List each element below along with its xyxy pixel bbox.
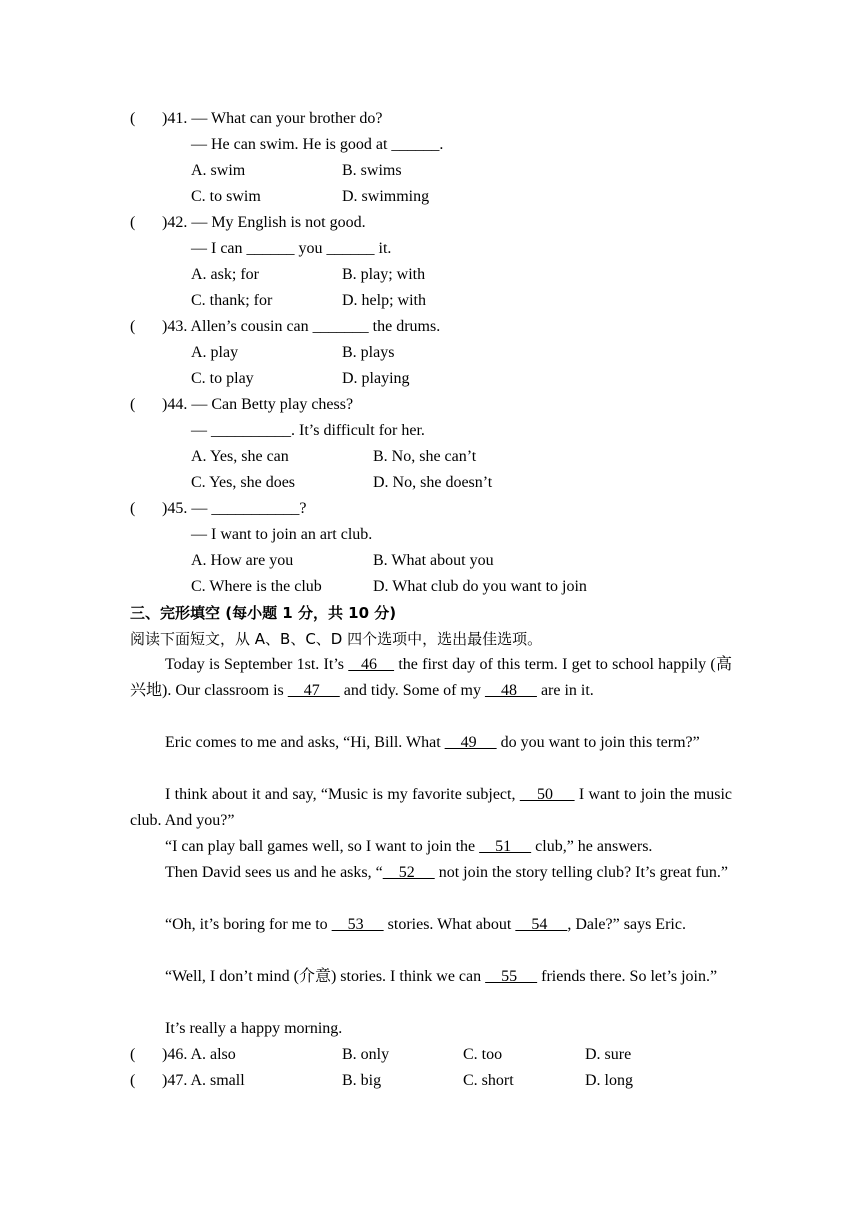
blank-54: 54 [515, 916, 568, 933]
passage-text: not join the story telling club? It’s great fun.” [434, 864, 728, 881]
question-stem: )43. Allen’s cousin can _______ the drums. [162, 318, 441, 335]
question-45-line2: — I want to join an art club. [191, 526, 373, 543]
option-c: C. too [463, 1046, 503, 1063]
blank-48: 48 [484, 682, 537, 699]
option-b: B. only [342, 1046, 390, 1063]
passage-text: Then David sees us and he asks, “ [165, 864, 383, 881]
options-row [191, 470, 793, 496]
question-45 [130, 496, 732, 522]
option-c: C. thank; for [191, 292, 273, 309]
section-heading: 三、完形填空 (每小题 1 分，共 10 分) [130, 604, 397, 622]
options-row [191, 340, 793, 366]
question-43 [130, 314, 732, 340]
passage-text: Today is September 1st. It’s [165, 656, 349, 673]
passage-text: I want to join the music club. And you?” [130, 786, 732, 829]
question-42 [130, 210, 732, 236]
passage-paragraph-5 [130, 860, 732, 886]
option-a: A. swim [191, 162, 246, 179]
option-b: B. plays [342, 344, 395, 361]
option-b: B. No, she can’t [373, 448, 477, 465]
option-b: B. swims [342, 162, 402, 179]
passage-text: “Well, I don’t mind (介意) stories. I think we can [165, 968, 486, 985]
option-b: B. play; with [342, 266, 426, 283]
option-b: B. big [342, 1072, 382, 1089]
passage-paragraph-1 [130, 652, 732, 704]
blank-46: 46 [348, 656, 395, 673]
cloze-question-46 [130, 1042, 732, 1068]
option-d: D. playing [342, 370, 410, 387]
option-c: C. to swim [191, 188, 261, 205]
blank-55: 55 [485, 968, 538, 985]
option-d: D. What club do you want to join [373, 578, 587, 595]
option-c: C. to play [191, 370, 254, 387]
option-a: A. play [191, 344, 239, 361]
passage-text: Eric comes to me and asks, “Hi, Bill. What [165, 734, 445, 751]
option-c: C. Where is the club [191, 578, 322, 595]
option-c: C. Yes, she does [191, 474, 296, 491]
passage-text: stories. What about [383, 916, 516, 933]
blank-53: 53 [331, 916, 384, 933]
option-d: D. long [585, 1072, 633, 1089]
passage-paragraph-6 [130, 912, 732, 938]
options-row [191, 184, 793, 210]
passage-text: I think about it and say, “Music is my favorite subject, [165, 786, 520, 803]
question-41-line2: — He can swim. He is good at ______. [191, 136, 444, 153]
passage-text: the first day of this term. I get to school happily (高兴地). Our classroom is [130, 656, 733, 699]
question-42-line2: — I can ______ you ______ it. [191, 240, 392, 257]
options-row [191, 444, 793, 470]
option-a: A. ask; for [191, 266, 259, 283]
answer-paren: ( [130, 1072, 136, 1089]
passage-paragraph-8: It’s really a happy morning. [165, 1020, 343, 1037]
passage-text: “Oh, it’s boring for me to [165, 916, 332, 933]
options-row [191, 366, 793, 392]
option-a: )47. A. small [162, 1072, 245, 1089]
cloze-question-47 [130, 1068, 732, 1094]
answer-paren: ( [130, 110, 136, 127]
answer-paren: ( [130, 396, 136, 413]
blank-52: 52 [382, 864, 435, 881]
question-41 [130, 106, 732, 132]
blank-47: 47 [287, 682, 340, 699]
option-b: B. What about you [373, 552, 494, 569]
option-d: D. sure [585, 1046, 632, 1063]
answer-paren: ( [130, 318, 136, 335]
answer-paren: ( [130, 1046, 136, 1063]
passage-text: do you want to join this term?” [496, 734, 700, 751]
answer-paren: ( [130, 214, 136, 231]
passage-text: and tidy. Some of my [339, 682, 485, 699]
passage-paragraph-7 [130, 964, 732, 990]
question-stem: )41. — What can your brother do? [162, 110, 383, 127]
blank-50: 50 [519, 786, 575, 803]
question-stem: )42. — My English is not good. [162, 214, 366, 231]
option-d: D. help; with [342, 292, 426, 309]
passage-text: friends there. So let’s join.” [537, 968, 718, 985]
section-instruction: 阅读下面短文，从 A、B、C、D 四个选项中，选出最佳选项。 [130, 630, 543, 648]
options-row [191, 288, 793, 314]
passage-text: club,” he answers. [531, 838, 653, 855]
blank-51: 51 [479, 838, 532, 855]
option-c: C. short [463, 1072, 514, 1089]
options-row [191, 574, 793, 600]
passage-paragraph-2 [130, 730, 732, 756]
question-stem: )44. — Can Betty play chess? [162, 396, 354, 413]
option-d: D. No, she doesn’t [373, 474, 493, 491]
option-a: )46. A. also [162, 1046, 236, 1063]
options-row [191, 158, 793, 184]
question-44-line2: — __________. It’s difficult for her. [191, 422, 425, 439]
option-a: A. Yes, she can [191, 448, 289, 465]
passage-paragraph-4 [130, 834, 732, 860]
option-a: A. How are you [191, 552, 294, 569]
passage-paragraph-3 [130, 782, 732, 834]
question-44 [130, 392, 732, 418]
options-row [191, 262, 793, 288]
blank-49: 49 [444, 734, 497, 751]
passage-text: , Dale?” says Eric. [567, 916, 686, 933]
passage-text: “I can play ball games well, so I want to join the [165, 838, 480, 855]
question-stem: )45. — ___________? [162, 500, 307, 517]
passage-text: are in it. [536, 682, 594, 699]
option-d: D. swimming [342, 188, 430, 205]
options-row [191, 548, 793, 574]
answer-paren: ( [130, 500, 136, 517]
